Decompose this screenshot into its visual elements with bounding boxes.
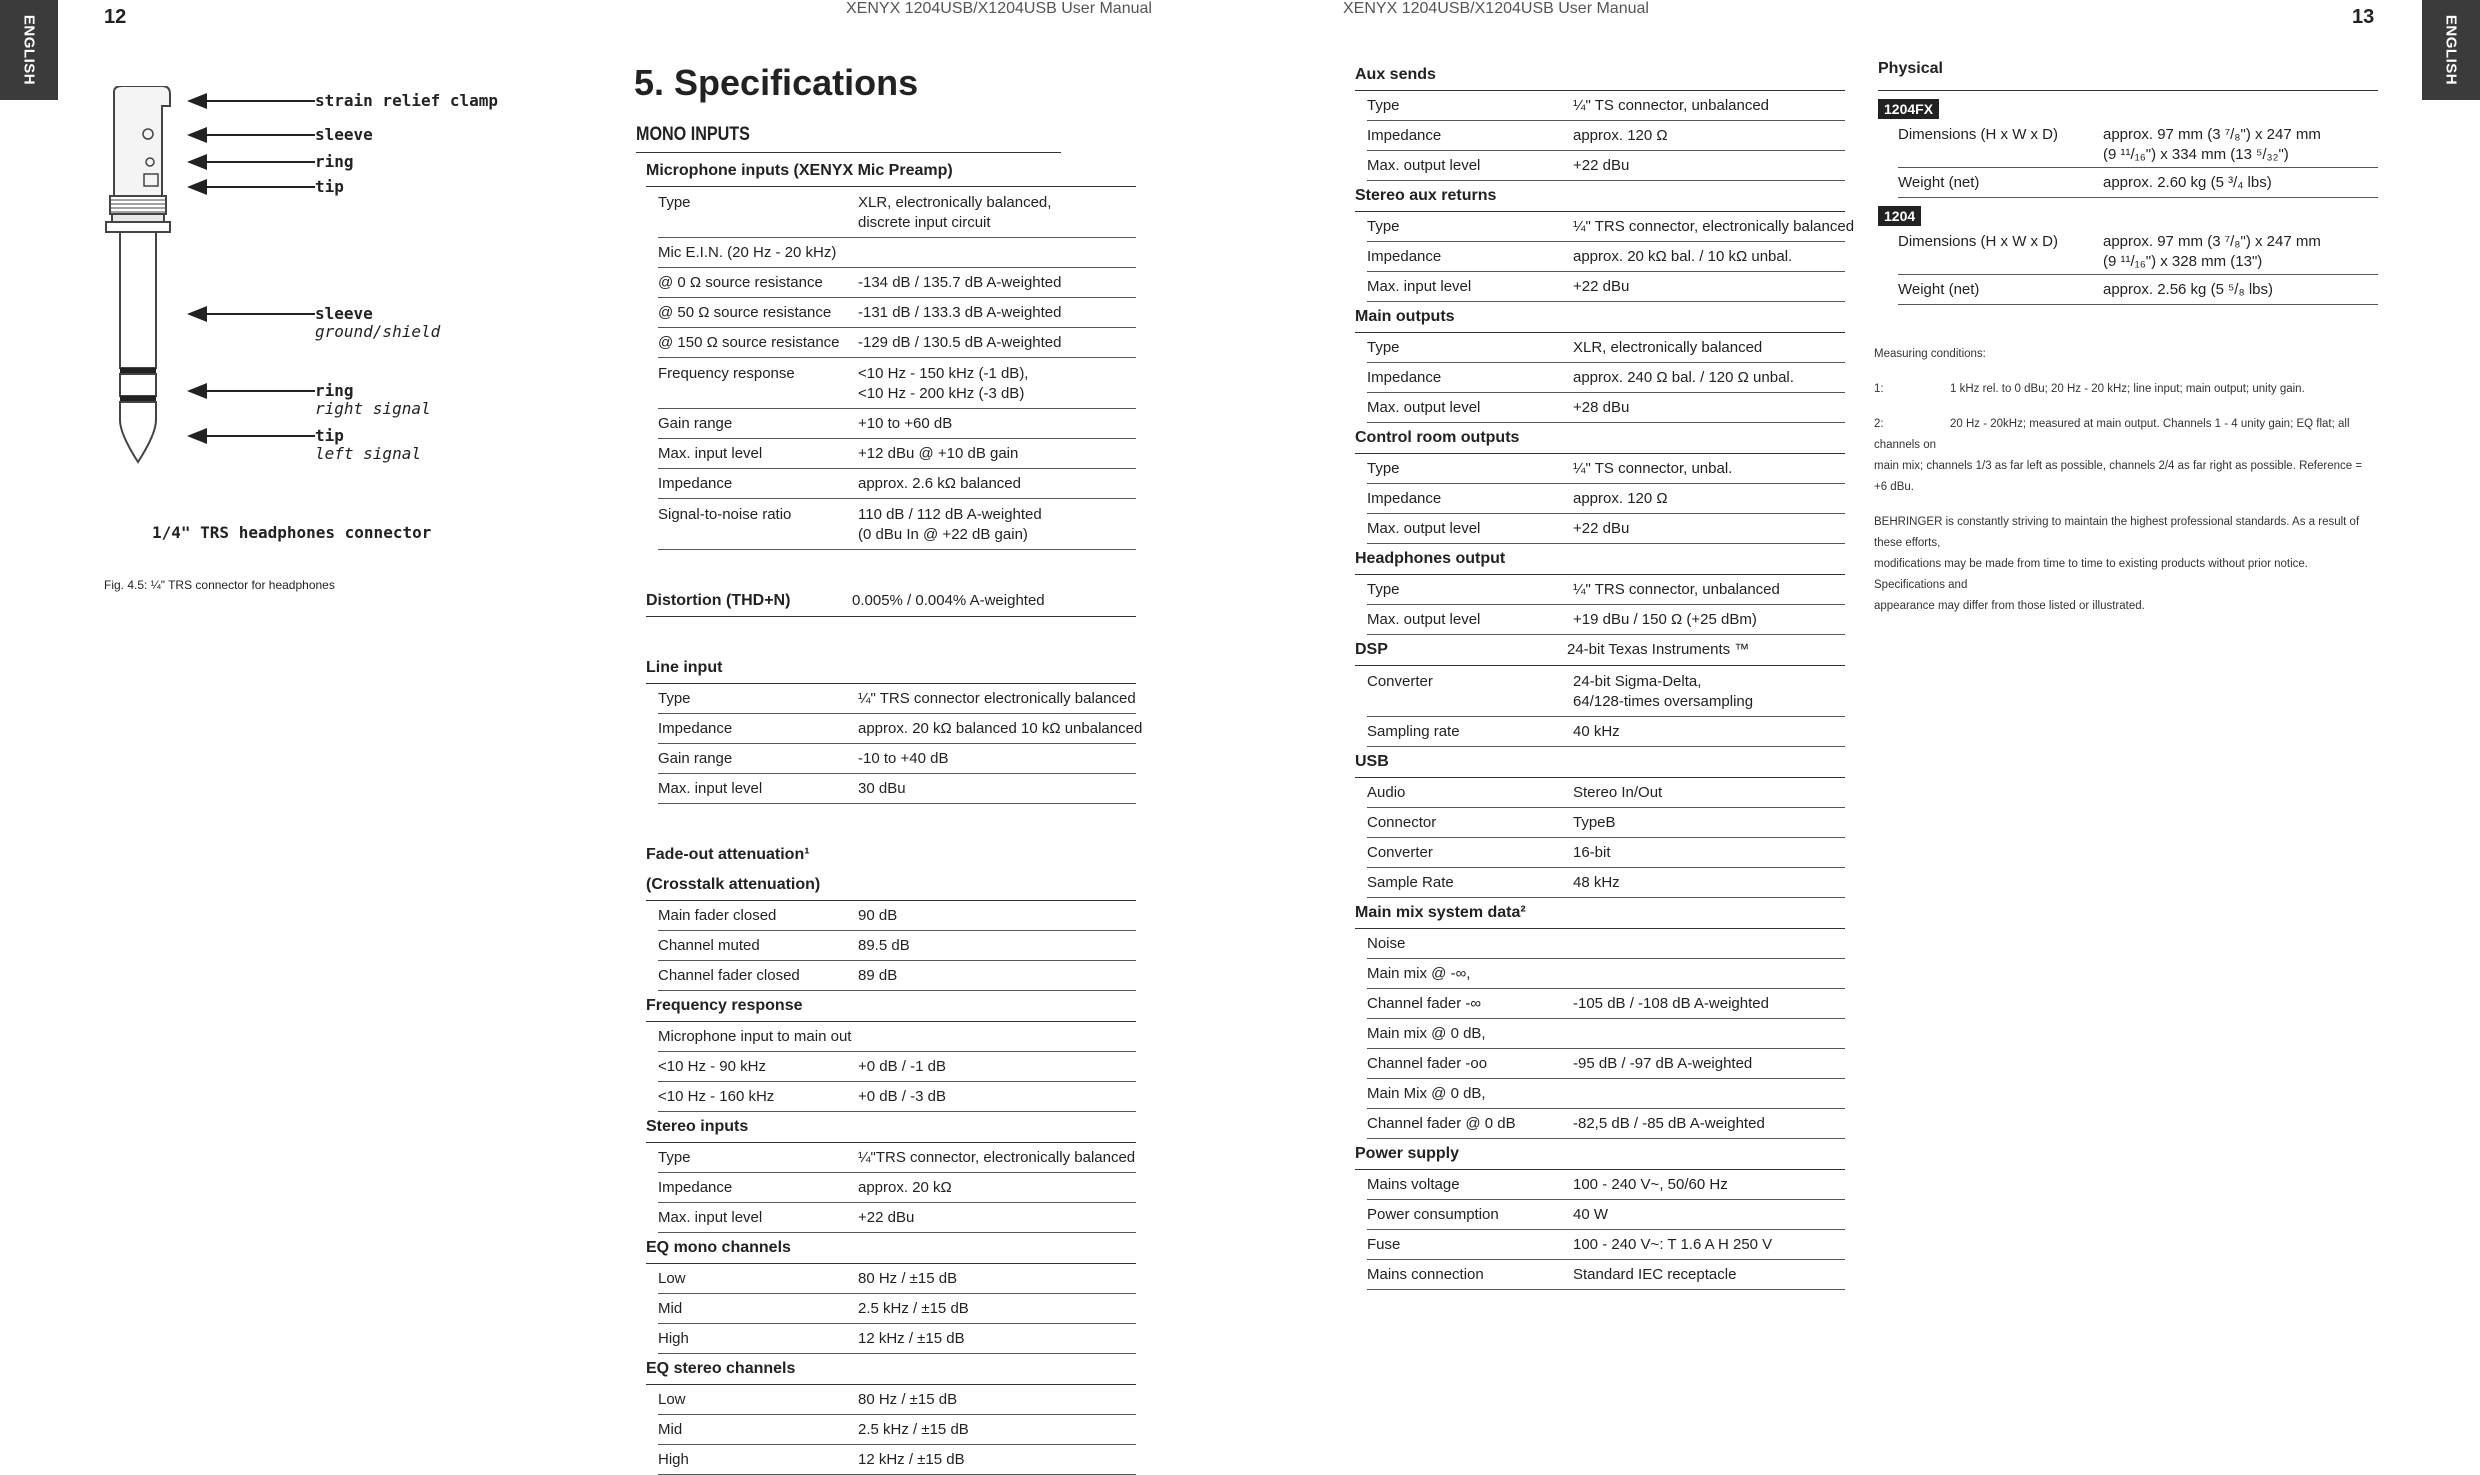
spec-row: Type ¼" TRS connector, electronically balanced xyxy=(1367,212,1845,242)
spec-group-heading: (Crosstalk attenuation) xyxy=(646,870,1136,901)
spec-row: Mains connection Standard IEC receptacle xyxy=(1367,1260,1845,1290)
spec-row: Fuse 100 - 240 V~: T 1.6 A H 250 V xyxy=(1367,1230,1845,1260)
figure-caption: Fig. 4.5: ¼" TRS connector for headphones xyxy=(104,578,335,592)
spec-row: Channel fader -oo -95 dB / -97 dB A-weighted xyxy=(1367,1049,1845,1079)
spec-column-2 xyxy=(1355,60,1855,1290)
spec-group-heading: USB xyxy=(1355,747,1845,778)
spec-row: Audio Stereo In/Out xyxy=(1367,778,1845,808)
connector-caption: 1/4" TRS headphones connector xyxy=(152,523,432,542)
spec-row: High 12 kHz / ±15 dB xyxy=(658,1445,1136,1475)
physical-title: Physical xyxy=(1878,60,2378,91)
page-title: 5. Specifications xyxy=(634,62,919,103)
measuring-conditions xyxy=(1874,344,2374,617)
spec-row: Dimensions (H x W x D) approx. 97 mm (3 ⁷/₈") x 247 mm (9 ¹¹/₁₆") x 328 mm (13") xyxy=(1898,226,2378,275)
spec-row: Channel muted 89.5 dB xyxy=(658,931,1136,961)
spec-row: Main mix @ 0 dB, xyxy=(1367,1019,1845,1049)
spec-column-1 xyxy=(646,156,1143,1475)
spec-row: Sample Rate 48 kHz xyxy=(1367,868,1845,898)
spec-row: <10 Hz - 160 kHz +0 dB / -3 dB xyxy=(658,1082,1136,1112)
spacer xyxy=(646,804,1136,840)
spec-row: Channel fader -∞ -105 dB / -108 dB A-weighted xyxy=(1367,989,1845,1019)
label-tip: tip left signal xyxy=(315,426,421,463)
spec-row: Sampling rate 40 kHz xyxy=(1367,717,1845,747)
spacer xyxy=(646,550,1136,586)
spec-row: Max. output level +22 dBu xyxy=(1367,151,1845,181)
spec-row: @ 0 Ω source resistance -134 dB / 135.7 dB A-weighted xyxy=(658,268,1136,298)
spec-row: Main mix @ -∞, xyxy=(1367,959,1845,989)
label-sleeve: sleeve ground/shield xyxy=(315,304,441,341)
spec-group-heading: DSP 24-bit Texas Instruments ™ xyxy=(1355,635,1845,666)
spec-row: Signal-to-noise ratio 110 dB / 112 dB A-weighted (0 dBu In @ +22 dB gain) xyxy=(658,499,1136,550)
spec-row: Impedance approx. 120 Ω xyxy=(1367,484,1845,514)
spec-row: Converter 16-bit xyxy=(1367,838,1845,868)
callout-arrows xyxy=(185,90,320,470)
spec-row: Type ¼" TRS connector electronically balanced xyxy=(658,684,1136,714)
spec-group-heading: Stereo aux returns xyxy=(1355,181,1845,212)
spec-row: Converter 24-bit Sigma-Delta, 64/128-times oversampling xyxy=(1367,666,1845,717)
spec-row: Type XLR, electronically balanced xyxy=(1367,333,1845,363)
condition-1: 1: 1 kHz rel. to 0 dBu; 20 Hz - 20 kHz; line input; main output; unity gain. xyxy=(1874,383,2305,395)
label-strain-relief: strain relief clamp xyxy=(315,91,499,110)
spec-group-heading: Main outputs xyxy=(1355,302,1845,333)
physical-section xyxy=(1878,60,2378,305)
spec-group-heading: Control room outputs xyxy=(1355,423,1845,454)
spec-row: Mid 2.5 kHz / ±15 dB xyxy=(658,1294,1136,1324)
spec-row: Impedance approx. 20 kΩ bal. / 10 kΩ unbal. xyxy=(1367,242,1845,272)
spec-group-heading: Frequency response xyxy=(646,991,1136,1022)
spec-row: Type XLR, electronically balanced, discrete input circuit xyxy=(658,187,1136,238)
language-tab-right: ENGLISH xyxy=(2422,0,2480,100)
spec-row: Weight (net) approx. 2.56 kg (5 ⁵/₈ lbs) xyxy=(1898,275,2378,305)
spec-row: High 12 kHz / ±15 dB xyxy=(658,1324,1136,1354)
label-ring-top: ring xyxy=(315,152,354,171)
spec-row: Main Mix @ 0 dB, xyxy=(1367,1079,1845,1109)
spec-row: @ 50 Ω source resistance -131 dB / 133.3 dB A-weighted xyxy=(658,298,1136,328)
spec-row: Mic E.I.N. (20 Hz - 20 kHz) xyxy=(658,238,1136,268)
spec-group-heading: Microphone inputs (XENYX Mic Preamp) xyxy=(646,156,1136,187)
spec-row: Noise xyxy=(1367,929,1845,959)
spec-row: Max. output level +22 dBu xyxy=(1367,514,1845,544)
spec-group-heading: Distortion (THD+N) 0.005% / 0.004% A-weighted xyxy=(646,586,1136,617)
spec-group-heading: Main mix system data² xyxy=(1355,898,1845,929)
model-badge-1204: 1204 xyxy=(1878,206,2378,226)
language-tab-left: ENGLISH xyxy=(0,0,58,100)
spec-row: Gain range +10 to +60 dB xyxy=(658,409,1136,439)
running-header-left: XENYX 1204USB/X1204USB User Manual xyxy=(846,0,1152,17)
model-badge-1204fx: 1204FX xyxy=(1878,99,2378,119)
spec-row: Channel fader @ 0 dB -82,5 dB / -85 dB A-weighted xyxy=(1367,1109,1845,1139)
spacer xyxy=(646,617,1136,653)
running-header-right: XENYX 1204USB/X1204USB User Manual xyxy=(1343,0,1649,17)
spec-row: Low 80 Hz / ±15 dB xyxy=(658,1264,1136,1294)
spec-row: Frequency response <10 Hz - 150 kHz (-1 dB), <10 Hz - 200 kHz (-3 dB) xyxy=(658,358,1136,409)
spec-row: Impedance approx. 240 Ω bal. / 120 Ω unbal. xyxy=(1367,363,1845,393)
spec-group-heading: Line input xyxy=(646,653,1136,684)
conditions-title: Measuring conditions: xyxy=(1874,348,1986,360)
page-number-left: 12 xyxy=(104,6,127,28)
spec-row: Mains voltage 100 - 240 V~, 50/60 Hz xyxy=(1367,1170,1845,1200)
label-sleeve-top: sleeve xyxy=(315,125,373,144)
spec-row: Impedance approx. 20 kΩ balanced 10 kΩ unbalanced xyxy=(658,714,1136,744)
spec-row: Mid 2.5 kHz / ±15 dB xyxy=(658,1415,1136,1445)
spec-row: @ 150 Ω source resistance -129 dB / 130.5 dB A-weighted xyxy=(658,328,1136,358)
spec-row: Impedance approx. 2.6 kΩ balanced xyxy=(658,469,1136,499)
spec-group-heading: EQ mono channels xyxy=(646,1233,1136,1264)
label-ring: ring right signal xyxy=(315,381,431,418)
label-tip-top: tip xyxy=(315,177,344,196)
spec-row: Gain range -10 to +40 dB xyxy=(658,744,1136,774)
spec-row: Max. input level +12 dBu @ +10 dB gain xyxy=(658,439,1136,469)
spec-group-heading: EQ stereo channels xyxy=(646,1354,1136,1385)
spec-group-heading: Fade-out attenuation¹ xyxy=(646,846,810,863)
spec-row: Max. output level +28 dBu xyxy=(1367,393,1845,423)
spec-row: Channel fader closed 89 dB xyxy=(658,961,1136,991)
spec-row: Connector TypeB xyxy=(1367,808,1845,838)
section-mono-inputs: MONO INPUTS xyxy=(636,124,1061,153)
spec-row: Low 80 Hz / ±15 dB xyxy=(658,1385,1136,1415)
spec-row: <10 Hz - 90 kHz +0 dB / -1 dB xyxy=(658,1052,1136,1082)
spec-row: Max. input level 30 dBu xyxy=(658,774,1136,804)
spec-row: Impedance approx. 20 kΩ xyxy=(658,1173,1136,1203)
spec-row: Max. output level +19 dBu / 150 Ω (+25 dBm) xyxy=(1367,605,1845,635)
page-number-right: 13 xyxy=(2352,6,2375,28)
spec-row: Max. input level +22 dBu xyxy=(658,1203,1136,1233)
spec-row: Type ¼" TRS connector, unbalanced xyxy=(1367,575,1845,605)
spec-group-heading: Power supply xyxy=(1355,1139,1845,1170)
disclaimer: BEHRINGER is constantly striving to maintain the highest professional standards. As a result of these efforts, modifications may be made from time to time to existing products without prior notice. Specifications and appearance may differ from those listed or illustrated. xyxy=(1874,516,2360,612)
spec-row: Impedance approx. 120 Ω xyxy=(1367,121,1845,151)
spec-row: Type ¼"TRS connector, electronically balanced xyxy=(658,1143,1136,1173)
spec-group-heading: Aux sends xyxy=(1355,60,1845,91)
condition-2: 2: 20 Hz - 20kHz; measured at main output. Channels 1 - 4 unity gain; EQ flat; all channels on main mix; channels 1/3 as far left as possible, channels 2/4 as far right as possible. Reference = +6 dBu. xyxy=(1874,418,2363,493)
spec-group-heading: Headphones output xyxy=(1355,544,1845,575)
spec-group-heading: Stereo inputs xyxy=(646,1112,1136,1143)
spec-row: Weight (net) approx. 2.60 kg (5 ³/₄ lbs) xyxy=(1898,168,2378,198)
spec-row: Main fader closed 90 dB xyxy=(658,901,1136,931)
spec-row: Type ¼" TS connector, unbalanced xyxy=(1367,91,1845,121)
spec-row: Max. input level +22 dBu xyxy=(1367,272,1845,302)
spec-row: Microphone input to main out xyxy=(658,1022,1136,1052)
spec-row: Dimensions (H x W x D) approx. 97 mm (3 ⁷/₈") x 247 mm (9 ¹¹/₁₆") x 334 mm (13 ⁵/₃₂") xyxy=(1898,119,2378,168)
spec-row: Power consumption 40 W xyxy=(1367,1200,1845,1230)
spec-row: Type ¼" TS connector, unbal. xyxy=(1367,454,1845,484)
